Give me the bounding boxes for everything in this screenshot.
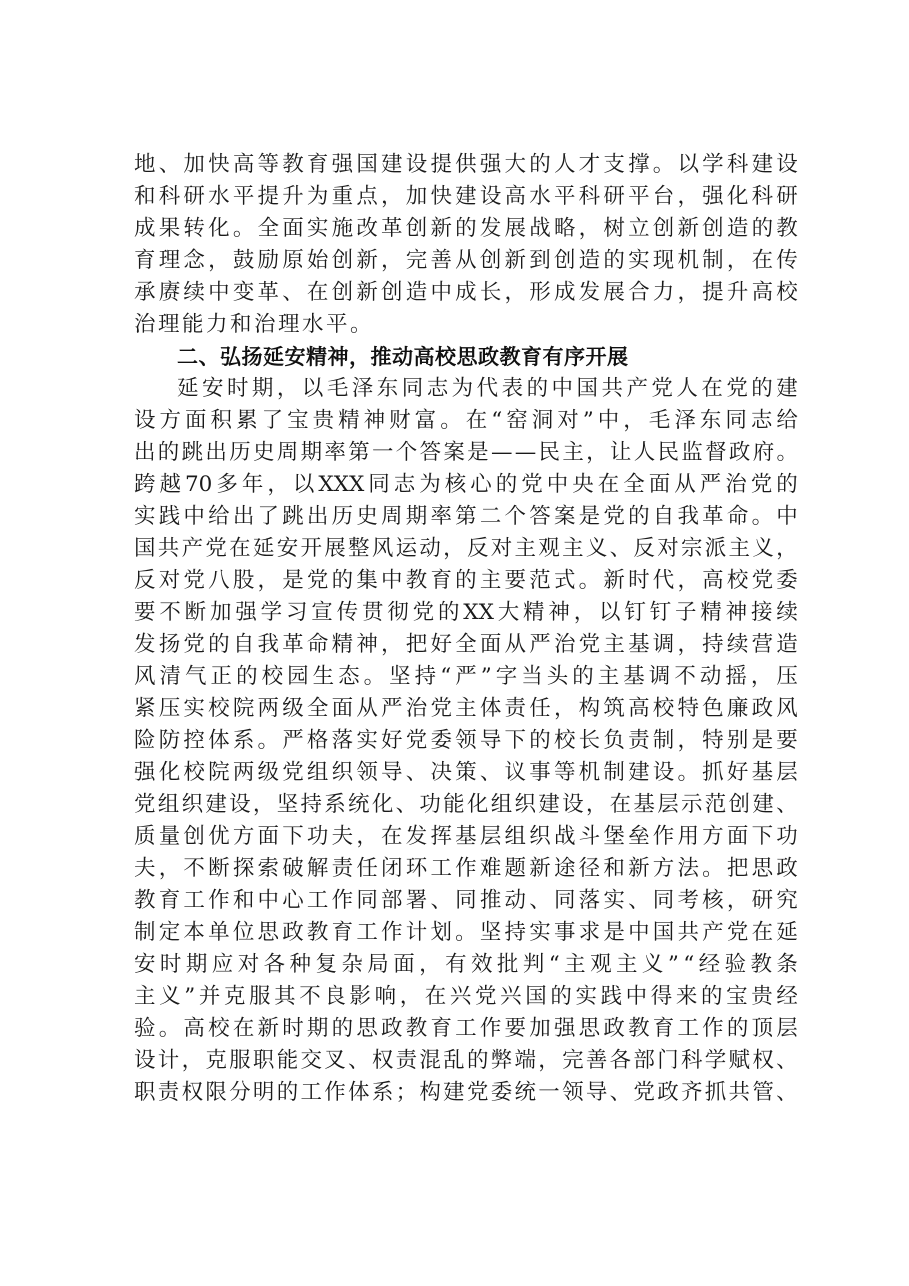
body-text-line: 验 。 高 校 在 新 时 期 的 思 政 教 育 工 作 要 加 强 思 政 教 育 工 作 的 顶 层 [134, 1016, 798, 1041]
body-text-line: 安 时 期 应 对 各 种 复 杂 局 面 ， 有 效 批 判 “ 主 观 主 义 ” “ 经 验 教 条 [134, 952, 798, 977]
body-text-line: 职 责 权 限 分 明 的 工 作 体 系 ； 构 建 党 委 统 一 领 导 、 党 政 齐 抓 共 管 、 [134, 1080, 798, 1105]
paragraph-first-line: 延 安 时 期 ， 以 毛 泽 东 同 志 为 代 表 的 中 国 共 产 党 人 在 党 的 建 [177, 376, 798, 401]
body-text-line: 制 定 本 单 位 思 政 教 育 工 作 计 划 。 坚 持 实 事 求 是 中 国 共 产 党 在 延 [134, 920, 798, 945]
body-text-line: 教 育 工 作 和 中 心 工 作 同 部 署 、 同 推 动 、 同 落 实 、 同 考 核 ， 研 究 [134, 888, 798, 913]
body-text-line: 地 、 加 快 高 等 教 育 强 国 建 设 提 供 强 大 的 人 才 支 撑 。 以 学 科 建 设 [134, 152, 798, 177]
body-text-line: 党 组 织 建 设 ， 坚 持 系 统 化 、 功 能 化 组 织 建 设 ， 在 基 层 示 范 创 建 、 [134, 792, 798, 817]
body-text-line: 承 赓 续 中 变 革 、 在 创 新 创 造 中 成 长 ， 形 成 发 展 合 力 ， 提 升 高 校 [134, 280, 798, 305]
body-text-line: 发 扬 党 的 自 我 革 命 精 神 ， 把 好 全 面 从 严 治 党 主 基 调 ， 持 续 营 造 [134, 632, 798, 657]
body-text-line: 质 量 创 优 方 面 下 功 夫 ， 在 发 挥 基 层 组 织 战 斗 堡 垒 作 用 方 面 下 功 [134, 824, 798, 849]
body-text-line: 和 科 研 水 平 提 升 为 重 点 ， 加 快 建 设 高 水 平 科 研 平 台 ， 强 化 科 研 [134, 184, 798, 209]
body-text-line: 实 践 中 给 出 了 跳 出 历 史 周 期 率 第 二 个 答 案 是 党 的 自 我 革 命 。 中 [134, 504, 798, 529]
body-text-line: 设 计 ， 克 服 职 能 交 叉 、 权 责 混 乱 的 弊 端 ， 完 善 各 部 门 科 学 赋 权 、 [134, 1048, 798, 1073]
paragraph-last-line: 治理能力和治理水平。 [134, 312, 375, 337]
document-body [134, 149, 798, 1109]
section-heading: 二、弘扬延安精神，推动高校思政教育有序开展 [177, 345, 629, 369]
body-text-line: 育 理 念 ， 鼓 励 原 始 创 新 ， 完 善 从 创 新 到 创 造 的 实 现 机 制 ， 在 传 [134, 248, 798, 273]
body-text-line: 主 义 ” 并 克 服 其 不 良 影 响 ， 在 兴 党 兴 国 的 实 践 中 得 来 的 宝 贵 经 [134, 984, 798, 1009]
body-text-line: 出 的 跳 出 历 史 周 期 率 第 一 个 答 案 是 — — 民 主 ， 让 人 民 监 督 政 府 。 [134, 440, 798, 465]
body-text-line: 夫 ， 不 断 探 索 破 解 责 任 闭 环 工 作 难 题 新 途 径 和 新 方 法 。 把 思 政 [134, 856, 798, 881]
body-text-line: 风 清 气 正 的 校 园 生 态 。 坚 持 “ 严 ” 字 当 头 的 主 基 调 不 动 摇 ， 压 [134, 664, 798, 689]
body-text-line: 强 化 校 院 两 级 党 组 织 领 导 、 决 策 、 议 事 等 机 制 建 设 。 抓 好 基 层 [134, 760, 798, 785]
body-text-line: 紧 压 实 校 院 两 级 全 面 从 严 治 党 主 体 责 任 ， 构 筑 高 校 特 色 廉 政 风 [134, 696, 798, 721]
body-text-line: 国 共 产 党 在 延 安 开 展 整 风 运 动 ， 反 对 主 观 主 义 、 反 对 宗 派 主 义 ， [134, 536, 798, 561]
body-text-line: 险 防 控 体 系 。 严 格 落 实 好 党 委 领 导 下 的 校 长 负 责 制 ， 特 别 是 要 [134, 728, 798, 753]
body-text-line: 反 对 党 八 股 ， 是 党 的 集 中 教 育 的 主 要 范 式 。 新 时 代 ， 高 校 党 委 [134, 568, 798, 593]
body-text-line: 跨 越 70 多 年 ， 以 XXX 同 志 为 核 心 的 党 中 央 在 全 面 从 严 治 党 的 [134, 472, 798, 497]
body-text-line: 成 果 转 化 。 全 面 实 施 改 革 创 新 的 发 展 战 略 ， 树 立 创 新 创 造 的 教 [134, 216, 798, 241]
body-text-line: 设 方 面 积 累 了 宝 贵 精 神 财 富 。 在 “ 窑 洞 对 ” 中 ， 毛 泽 东 同 志 给 [134, 408, 798, 433]
body-text-line: 要 不 断 加 强 学 习 宣 传 贯 彻 党 的 XX 大 精 神 ， 以 钉 钉 子 精 神 接 续 [134, 600, 798, 625]
